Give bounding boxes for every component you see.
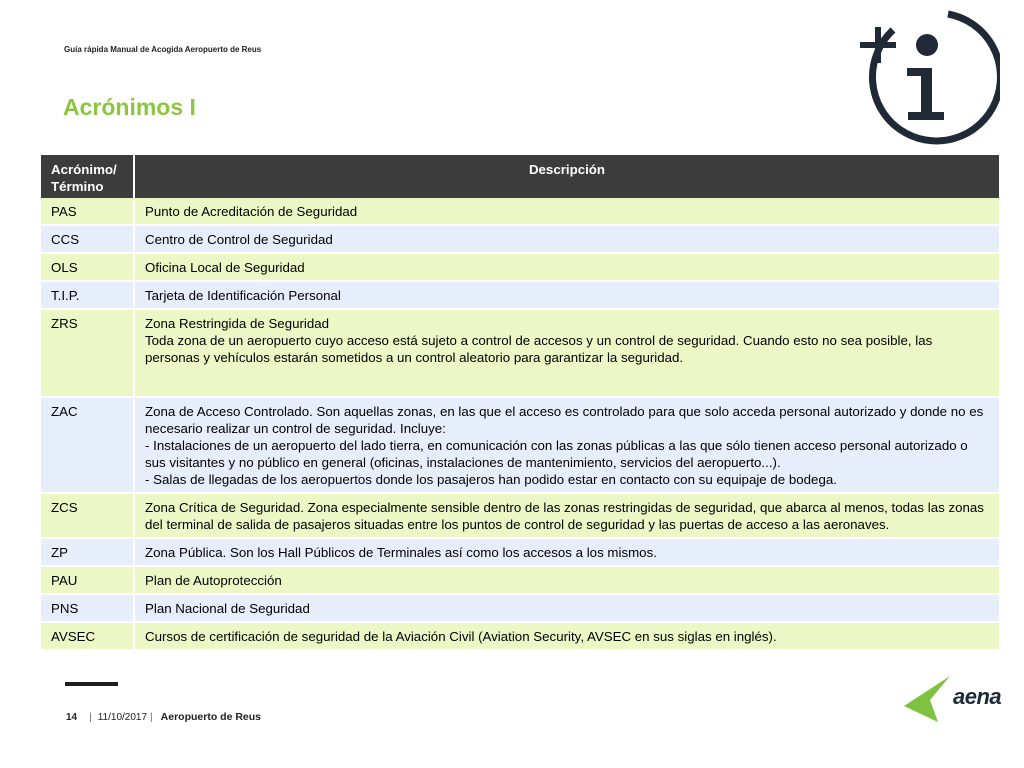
footer-location: Aeropuerto de Reus: [160, 711, 262, 723]
page-number: 14: [66, 712, 78, 723]
col-header-term: Acrónimo/ Término: [41, 155, 134, 198]
acronym-cell: ZCS: [41, 493, 134, 538]
table-row: [41, 538, 1000, 566]
col-header-description: Descripción: [134, 155, 1000, 198]
table-row: [41, 225, 1000, 253]
description-line: - Instalaciones de un aeropuerto del lado tierra, en comunicación con las zonas públicas a las que sólo tienen acceso personal autorizado o sus visitantes y no público en general (oficinas, instalaciones de mantenimiento, servicios del aeropuerto...).: [145, 438, 968, 470]
acronym-cell: T.I.P.: [41, 281, 134, 309]
description-line: Plan Nacional de Seguridad: [145, 601, 310, 616]
acronym-cell: ZAC: [41, 397, 134, 493]
acronym-cell: AVSEC: [41, 622, 134, 650]
document-subtitle: Guía rápida Manual de Acogida Aeropuerto de Reus: [64, 45, 262, 54]
table-row: [41, 566, 1000, 594]
table-row: [41, 281, 1000, 309]
description-line: Cursos de certificación de seguridad de la Aviación Civil (Aviation Security, AVSEC en sus siglas en inglés).: [145, 629, 777, 644]
description-line: Punto de Acreditación de Seguridad: [145, 204, 358, 219]
table-row: [41, 309, 1000, 397]
description-line: Zona de Acceso Controlado. Son aquellas zonas, en las que el acceso es controlado para que solo acceda personal autorizado y donde no es necesario realizar un control de seguridad. Incluye:: [145, 404, 984, 436]
description-line: Centro de Control de Seguridad: [145, 232, 333, 247]
acronym-cell: OLS: [41, 253, 134, 281]
footer: [66, 711, 261, 723]
description-line: Zona Restringida de Seguridad: [145, 316, 330, 331]
description-cell: [134, 493, 1000, 538]
description-line: Toda zona de un aeropuerto cuyo acceso está sujeto a control de accesos y un control de seguridad. Cuando esto no sea posible, las personas y vehículos estarán sometidos a un control aleatorio para garantizar la seguridad.: [145, 333, 933, 365]
acronyms-table: [41, 155, 1001, 651]
description-cell: [134, 309, 1000, 397]
description-line: - Salas de llegadas de los aeropuertos donde los pasajeros han podido estar en contacto con su equipaje de bodega.: [145, 472, 837, 487]
table-row: [41, 622, 1000, 650]
footer-separator: |: [89, 712, 92, 723]
description-cell: [134, 281, 1000, 309]
description-cell: [134, 225, 1000, 253]
page-title: Acrónimos I: [63, 94, 196, 120]
table-row: [41, 594, 1000, 622]
table-row: [41, 397, 1000, 493]
table-row: [41, 198, 1000, 225]
footer-separator: |: [150, 712, 153, 723]
table-row: [41, 253, 1000, 281]
aena-logo-text: aena: [953, 684, 1002, 709]
description-line: Plan de Autoprotección: [145, 573, 282, 588]
description-cell: [134, 538, 1000, 566]
description-cell: [134, 253, 1000, 281]
acronym-cell: PAU: [41, 566, 134, 594]
description-line: Tarjeta de Identificación Personal: [145, 288, 341, 303]
table-row: [41, 493, 1000, 538]
description-cell: [134, 622, 1000, 650]
acronyms-table-body: [41, 198, 1000, 650]
description-line: Oficina Local de Seguridad: [145, 260, 305, 275]
description-cell: [134, 198, 1000, 225]
description-line: Zona Pública. Son los Hall Públicos de Terminales así como los accesos a los mismos.: [145, 545, 657, 560]
acronym-cell: CCS: [41, 225, 134, 253]
acronym-cell: ZP: [41, 538, 134, 566]
description-cell: [134, 397, 1000, 493]
acronym-cell: PNS: [41, 594, 134, 622]
footer-accent-bar: [65, 682, 118, 686]
acronym-cell: ZRS: [41, 309, 134, 397]
description-cell: [134, 566, 1000, 594]
description-cell: [134, 594, 1000, 622]
description-line: Zona Crítica de Seguridad. Zona especialmente sensible dentro de las zonas restringidas de seguridad, que abarca al menos, todas las zonas del terminal de salida de pasajeros situadas entre los puntos de control de seguridad y las puertas de acceso a las aeronaves.: [145, 500, 984, 532]
footer-date: 11/10/2017: [97, 712, 148, 723]
plus-info-icon: [852, 8, 1000, 150]
acronym-cell: PAS: [41, 198, 134, 225]
table-header-row: [41, 155, 1000, 198]
